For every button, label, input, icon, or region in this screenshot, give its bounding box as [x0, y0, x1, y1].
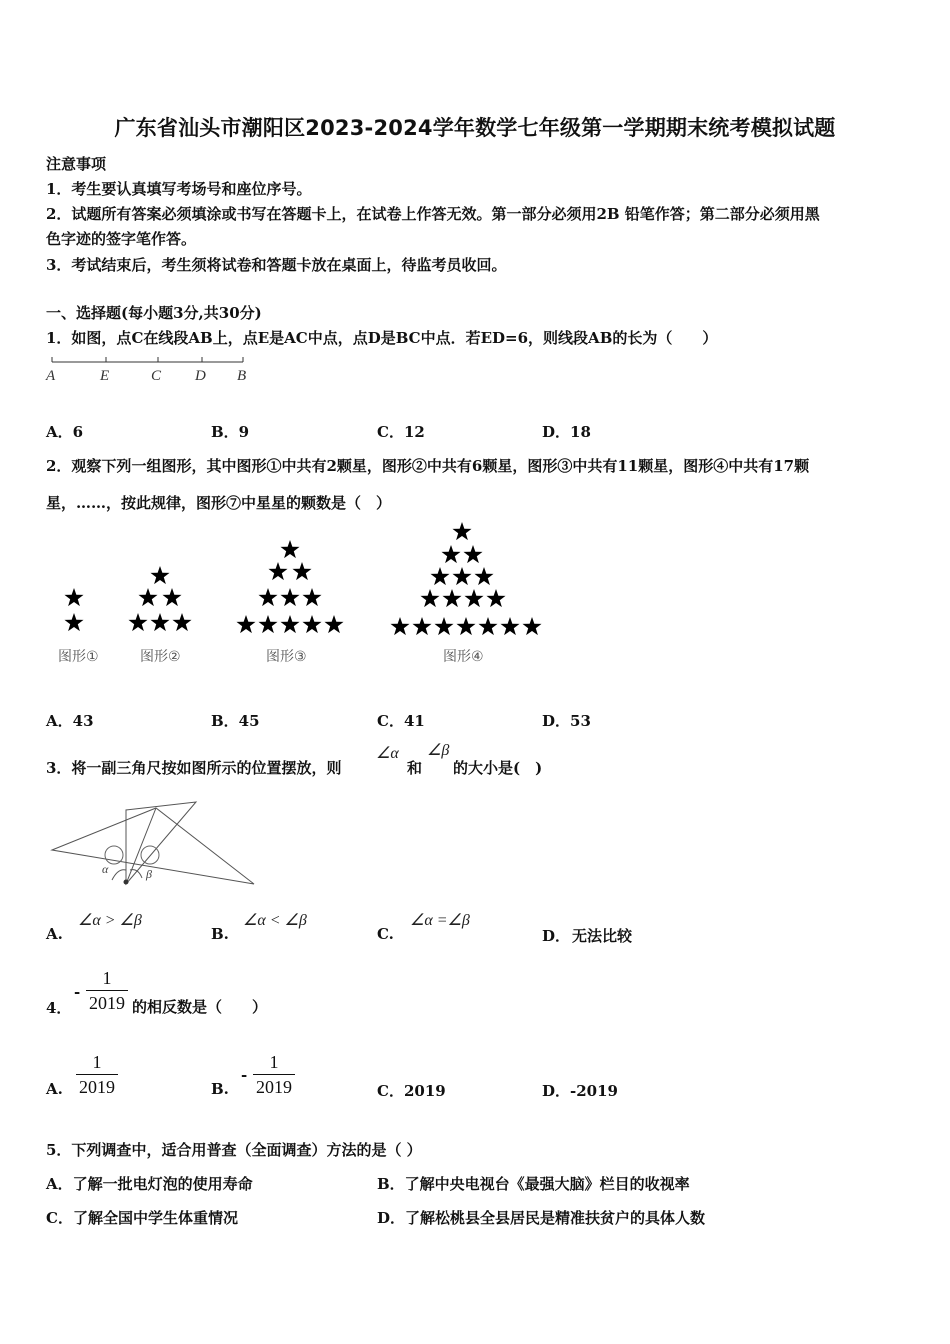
q2-text-line2: 星，……，按此规律，图形⑦中星星的颗数是（ ）: [46, 494, 392, 512]
q4-frac-den: 2019: [89, 993, 125, 1013]
figure-label-1: 图形①: [58, 649, 99, 665]
q4-frac-num: 1: [102, 968, 112, 988]
star-figure-1: [64, 588, 83, 631]
q4-minus: -: [74, 983, 81, 1001]
notice-item-3: 3．考试结束后，考生须将试卷和答题卡放在桌面上，待监考员收回。: [46, 256, 507, 274]
q3-option-b-letter: B.: [211, 925, 229, 943]
q4-option-c: C．2019: [377, 1082, 446, 1100]
q2-option-b: B．45: [211, 712, 260, 730]
fig-beta-label: β: [146, 867, 152, 881]
q4-opt-b-den: 2019: [256, 1077, 292, 1097]
star-figure-2: [128, 566, 191, 631]
page-title: 广东省汕头市潮阳区2023-2024学年数学七年级第一学期期末统考模拟试题: [114, 116, 836, 140]
q1-text: 1．如图，点C在线段AB上，点E是AC中点，点D是BC中点．若ED=6，则线段AB的长为（ ）: [46, 329, 718, 347]
q1-option-d: D．18: [542, 423, 591, 441]
q1-option-c: C．12: [377, 423, 425, 441]
q1-option-b: B．9: [211, 423, 250, 441]
q5-option-d: D．了解松桃县全县居民是精准扶贫户的具体人数: [377, 1209, 706, 1227]
figure-label-3: 图形③: [266, 649, 307, 665]
q2-option-c: C．41: [377, 712, 425, 730]
q4-option-b-fraction: [253, 1052, 295, 1097]
notice-item-2: 2．试题所有答案必须填涂或书写在答题卡上，在试卷上作答无效。第一部分必须用2B 铅笔作答；第二部分必须用黑: [46, 205, 820, 223]
q3-option-c-expr: ∠α =∠β: [410, 912, 470, 929]
section-heading: 一、选择题(每小题3分,共30分): [46, 304, 262, 322]
q3-option-a-expr: ∠α > ∠β: [78, 912, 142, 929]
point-label-c: C: [151, 368, 162, 384]
q1-option-a: A．6: [46, 423, 84, 441]
beta-symbol: ∠β: [427, 742, 450, 759]
fig-alpha-label: α: [102, 862, 109, 876]
point-label-e: E: [100, 368, 110, 384]
notice-item-1: 1．考生要认真填写考场号和座位序号。: [46, 180, 312, 198]
q4-text: 的相反数是（ ）: [132, 998, 268, 1016]
q4-option-a-letter: A.: [46, 1080, 63, 1098]
point-label-d: D: [195, 368, 206, 384]
q3-text-part2: 的大小是( ): [453, 759, 543, 777]
q3-option-c-letter: C.: [377, 925, 394, 943]
figure-label-2: 图形②: [140, 649, 181, 665]
q4-option-b-letter: B.: [211, 1080, 229, 1098]
q4-number: 4．: [46, 999, 72, 1017]
q4-option-b-minus: -: [241, 1066, 248, 1084]
q3-option-b-expr: ∠α < ∠β: [243, 912, 307, 929]
q4-opt-b-num: 1: [269, 1052, 279, 1072]
alpha-symbol: ∠α: [376, 745, 399, 762]
q3-text-and: 和: [407, 759, 423, 777]
q5-option-c: C．了解全国中学生体重情况: [46, 1209, 238, 1227]
point-label-b: B: [237, 368, 247, 384]
q1-segment-figure: [40, 352, 270, 386]
q4-opt-a-den: 2019: [79, 1077, 115, 1097]
q3-triangle-figure: [46, 800, 266, 895]
q4-opt-a-num: 1: [92, 1052, 102, 1072]
q4-option-d: D．-2019: [542, 1082, 618, 1100]
q5-option-a: A．了解一批电灯泡的使用寿命: [46, 1175, 253, 1193]
notice-item-2-cont: 色字迹的签字笔作答。: [46, 230, 197, 248]
q2-option-d: D．53: [542, 712, 591, 730]
q4-option-a-fraction: [76, 1052, 118, 1097]
q4-fraction: [86, 968, 128, 1013]
q3-option-d-letter: D．: [542, 927, 571, 945]
point-label-a: A: [46, 368, 56, 384]
q5-option-b: B．了解中央电视台《最强大脑》栏目的收视率: [377, 1175, 690, 1193]
q3-option-d-text: 无法比较: [572, 927, 633, 945]
q3-option-a-letter: A.: [46, 925, 63, 943]
star-figure-3: [236, 540, 343, 633]
q3-text-part1: 3．将一副三角尺按如图所示的位置摆放，则: [46, 759, 342, 777]
notice-heading: 注意事项: [46, 155, 107, 173]
q5-text: 5．下列调查中，适合用普查（全面调查）方法的是（ ）: [46, 1141, 422, 1159]
figure-label-4: 图形④: [443, 649, 484, 665]
star-figure-4: [390, 522, 541, 635]
q2-option-a: A．43: [46, 712, 94, 730]
q2-text-line1: 2．观察下列一组图形，其中图形①中共有2颗星，图形②中共有6颗星，图形③中共有11颗星，图形④中共有17颗: [46, 457, 810, 475]
